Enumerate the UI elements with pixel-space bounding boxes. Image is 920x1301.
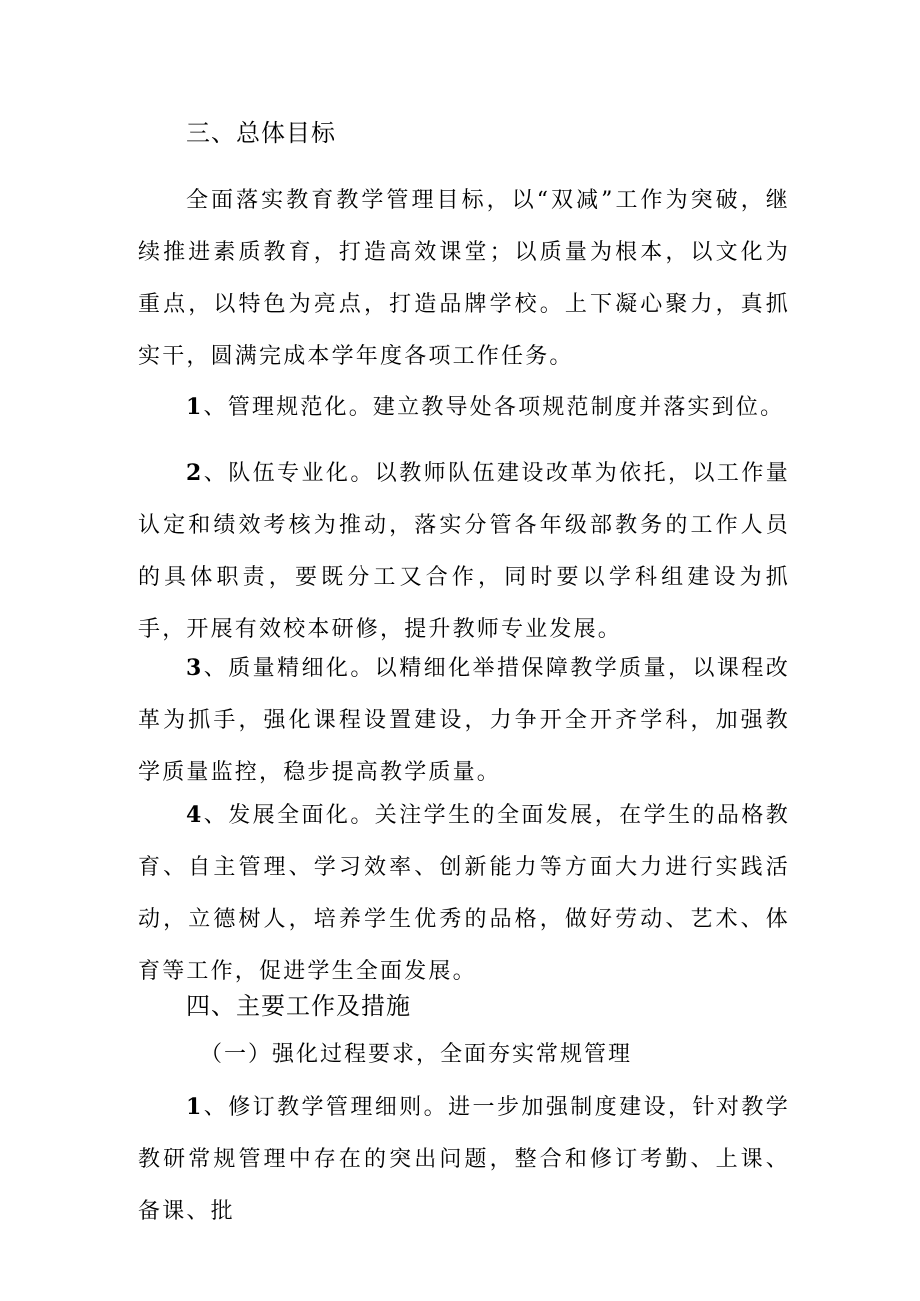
- goal-3-text: 、质量精细化。以精细化举措保障教学质量，以课程改革为抓手，强化课程设置建设，力争开全开齐学科，加强教学质量监控，稳步提高教学质量。: [138, 656, 790, 785]
- goal-4-text: 、发展全面化。关注学生的全面发展，在学生的品格教育、自主管理、学习效率、创新能力等方面大力进行实践活动，立德树人，培养学生优秀的品格，做好劳动、艺术、体育等工作，促进学生全面发展。: [138, 803, 790, 984]
- section-4-item-1-number: 1: [186, 1094, 204, 1120]
- section-4-item-1-text: 、修订教学管理细则。进一步加强制度建设，针对教学教研常规管理中存在的突出问题，整合和修订考勤、上课、备课、批: [138, 1095, 790, 1224]
- section-4-subheading: （一）强化过程要求，全面夯实常规管理: [200, 1042, 633, 1067]
- goal-1-paragraph: [138, 381, 790, 434]
- section-4-heading: 四、主要工作及措施: [186, 992, 411, 1020]
- goal-3-paragraph: [138, 642, 790, 799]
- section-3-heading: 三、总体目标: [186, 119, 336, 147]
- goal-2-text: 、队伍专业化。以教师队伍建设改革为依托，以工作量认定和绩效考核为推动，落实分管各年级部教务的工作人员的具体职责，要既分工又合作，同时要以学科组建设为抓手，开展有效校本研修，提升教师专业发展。: [138, 461, 790, 642]
- goal-1-number: 1: [186, 394, 204, 420]
- goal-2-paragraph: [138, 447, 790, 656]
- section-4-item-1-paragraph: [138, 1081, 790, 1238]
- section-3-intro-paragraph: 全面落实教育教学管理目标，以“双减”工作为突破，继续推进素质教育，打造高效课堂；以质量为根本，以文化为重点，以特色为亮点，打造品牌学校。上下凝心聚力，真抓实干，圆满完成本学年度各项工作任务。: [138, 188, 790, 369]
- goal-4-paragraph: [138, 789, 790, 998]
- goal-3-number: 3: [186, 655, 204, 681]
- goal-2-number: 2: [186, 460, 204, 486]
- goal-1-text: 、管理规范化。建立教导处各项规范制度并落实到位。: [203, 395, 785, 420]
- goal-4-number: 4: [186, 802, 204, 828]
